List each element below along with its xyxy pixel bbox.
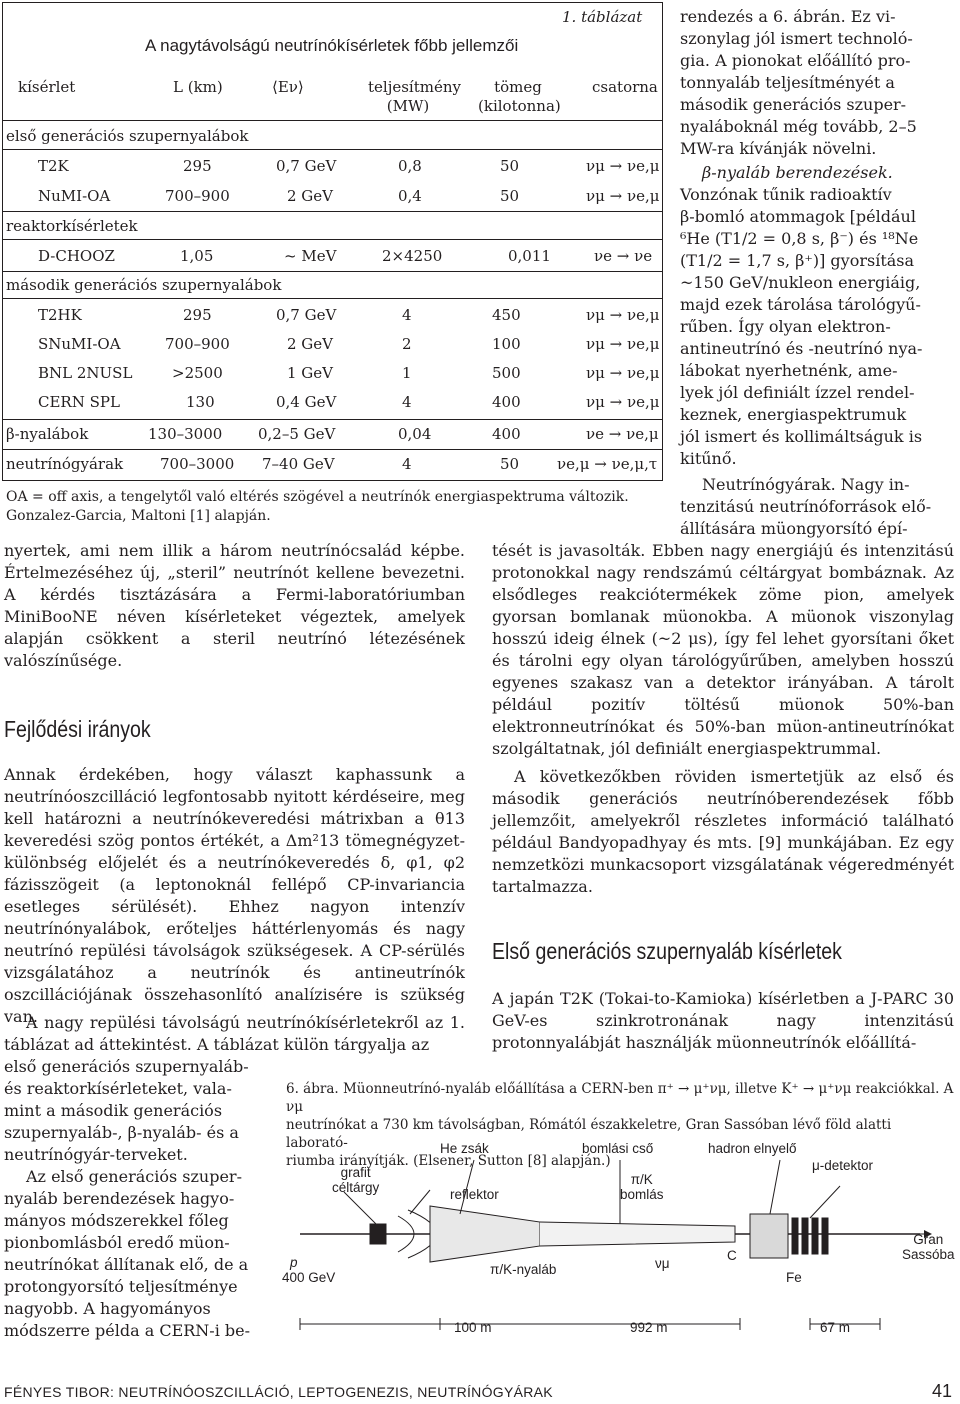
section-heading-first-gen: Első generációs szupernyaláb kísérletek xyxy=(492,938,842,964)
table-footnote: OA = off axis, a tengelytől való eltérés szögével a neutrínók energiaspektruma változik. Gonzalez-Garcia, Maltoni [1] alapján. xyxy=(6,489,629,524)
page-number: 41 xyxy=(931,1381,952,1401)
label-numu: νμ xyxy=(655,1256,670,1271)
section-rule xyxy=(3,298,663,299)
label-pik-beam: π/K-nyaláb xyxy=(490,1262,557,1277)
leader-reflector xyxy=(410,1190,430,1214)
section-rule xyxy=(3,449,663,450)
fe-block xyxy=(812,1218,818,1254)
section-rule xyxy=(3,419,663,420)
leader-graphite xyxy=(344,1192,376,1224)
right-para-3-cont: tését is javasolták. Ebben nagy energiájú és intenzitású protonokkal nagy rendszámú céltárgyat bombáznak. Az elsődleges reakciótermékek zöme pion, amelyek gyorsan bomlanak müonokba. A müonok viszonylag hosszú ideig élnek (~2 μs), így fel lehet gyorsítani őket és tárolni egy olyan tárológyűrűben, amelyben hosszú egyenes szakasz van a detektor irányában. A tárolt például pozitív töltésű müonok 50%-ban elektronneutrínókat és 50%-ban müon-antineutrínókat szolgáltatnak, jól definiált energiaspektrummal. xyxy=(492,541,954,758)
left-para-2: Annak érdekében, hogy választ kaphassunk a neutrínóoszcilláció legfontosabb nyitott kérdéseire, meg kell határozni a neutrínókeveredési mátrixban a θ13 keveredési szög pontos értékét, a Δm²13 tömegnégyzet-különbség előjelét és a neutrínókeveredés δ, φ1, φ2 fázisszögeit (a leptonoknál fellépő CP-invariancia esetleges sérülését). Ehhez nagyon intenzív neutrínónyalábok, erőteljes háttérlenyomás és nagy neutrínó repülési távolságok szükségesek. A CP-sérülés vizsgálatához a neutrínók és antineutrínók oszcillációjának összehasonlító analízisére is szükség van. xyxy=(4,765,465,1026)
label-mu-detector: μ-detektor xyxy=(812,1158,874,1173)
section-label: második generációs szupernyalábok xyxy=(6,276,282,294)
right-para-2: β-nyaláb berendezések. Vonzónak tűnik radioaktív β-bomló atommagok [például ⁶He (T1/2 = 0,8 s, β⁻) és ¹⁸Ne (T1/2 = 1,7 s, β⁺)] gyorsítása ~150 GeV/nukleon energiáig, majd ezek tárolása tárológyű- rűben. Így olyan elektron- antineutrínó és -neutrínó nya- lábokat nyerhetnénk, ame- lyek jól definiált ízzel rendel- keznek, energiaspektrumuk jól ismert és kollimáltságuk is kitűnő. xyxy=(680,163,923,468)
section-label: reaktorkísérletek xyxy=(6,217,138,235)
right-para-5: A japán T2K (Tokai-to-Kamioka) kísérletben a J-PARC 30 GeV-es szinkrotronának nagy intenzitású protonnyalábját használják müonneutrínók előállítá- xyxy=(492,989,954,1052)
right-para-3: Neutrínógyárak. Nagy in- tenzitású neutrínóforrások elő- állítására müongyorsító épí- xyxy=(680,475,932,538)
label-he-bag: He zsák xyxy=(440,1141,489,1156)
label-pik-decay: π/K bomlás xyxy=(620,1172,664,1202)
right-para-1: rendezés a 6. ábrán. Ez vi- szonylag jól ismert technoló- gia. A pionokat előállító pro- tonnyaláb teljesítményét a második generációs szuper- nyaláboknál még tovább, 2–5 MW-ra kívánják növelni. xyxy=(680,7,917,158)
section-rule xyxy=(3,239,663,240)
label-carbon: C xyxy=(727,1248,737,1263)
hadron-absorber xyxy=(750,1214,788,1258)
label-reflector: reflektor xyxy=(450,1187,499,1202)
section-rule xyxy=(3,211,663,212)
section-label: első generációs szupernyalábok xyxy=(6,127,249,145)
label-dist-992: 992 m xyxy=(630,1320,668,1335)
table-number: 1. táblázat xyxy=(562,8,643,26)
header-rule xyxy=(3,120,663,121)
left-para-1: nyertek, ami nem illik a három neutrínócsalád képbe. Értelmezéséhez új, „steril” neutrínót kellene bevezetni. A kérdés tisztázására a Fermi-laboratóriumban MiniBooNE néven kísérleteket végeztek, amelyek alapján csökkent a steril neutrínó létezésének valószínűsége. xyxy=(4,541,465,670)
col-header-experiment: kísérlet xyxy=(18,78,76,96)
col-header-distance: L (km) xyxy=(173,78,223,96)
fe-block xyxy=(802,1218,808,1254)
fe-block xyxy=(822,1218,828,1254)
col-header-mass: tömeg (kilotonna) xyxy=(478,78,561,115)
fe-block xyxy=(792,1218,798,1254)
label-graphite-target: grafit céltárgy xyxy=(332,1165,380,1195)
label-iron: Fe xyxy=(786,1270,802,1285)
label-dist-67: 67 m xyxy=(820,1320,851,1335)
col-header-channel: csatorna xyxy=(592,78,658,96)
col-header-power: teljesítmény (MW) xyxy=(368,78,461,115)
label-gran-sasso: Gran Sassóba xyxy=(902,1232,955,1262)
col-header-energy: ⟨Eν⟩ xyxy=(272,78,304,96)
label-hadron-absorber: hadron elnyelő xyxy=(708,1141,797,1156)
left-para-3-cont: első generációs szupernyaláb- és reaktorkísérleteket, vala- mint a második generációs szupernyaláb-, β-nyaláb- és a neutrínógyár-terveket. xyxy=(4,1057,249,1164)
label-decay-pipe: bomlási cső xyxy=(582,1141,654,1156)
section-rule xyxy=(3,271,663,272)
section-heading-development: Fejlődési irányok xyxy=(4,716,151,742)
left-para-4: Az első generációs szuper- nyaláb berendezések hagyo- mányos módszerekkel főleg pionbomlásból eredő müon- neutrínókat állítanak elő, de a protongyorsító teljesítménye nagyobb. A hagyományos módszerre példa a CERN-i be- xyxy=(4,1167,251,1340)
table-title: A nagytávolságú neutrínókísérletek főbb jellemzői xyxy=(145,36,519,55)
leader-mudet xyxy=(810,1186,840,1218)
leader-hadron xyxy=(770,1160,780,1214)
label-proton: p xyxy=(290,1255,298,1270)
decay-tunnel xyxy=(540,1222,735,1246)
label-proton-energy: 400 GeV xyxy=(282,1270,336,1285)
section-rule xyxy=(3,149,663,150)
running-footer: FÉNYES TIBOR: NEUTRÍNÓOSZCILLÁCIÓ, LEPTOGENEZIS, NEUTRÍNÓGYÁRAK xyxy=(4,1384,553,1400)
helium-bag xyxy=(430,1206,540,1262)
figure-caption: 6. ábra. Müonneutrínó-nyaláb előállítása a CERN-ben π⁺ → μ⁺νμ, illetve K⁺ → μ⁺νμ reakciókkal. A νμ neutrínókat a 730 km távolságban, Rómától északkeletre, Gran Sassóban lévő föld alatti laborató- riumba irányítják. (Elsener, Sutton [8] alapján.) xyxy=(286,1081,954,1169)
right-para-4: A következőkben röviden ismertetjük az első és második generációs neutrínóberendezések főbb jellemzőit, amelyekről részletes információ található például Bandyopadhyay és mts. [9] munkájában. Ez egy nemzetközi munkacsoport vizsgálatának végeredményét tartalmazza. xyxy=(492,767,954,896)
graphite-target xyxy=(370,1224,386,1244)
left-para-3: A nagy repülési távolságú neutrínókísérletekről az 1. táblázat ad áttekintést. A táblázat külön tárgyalja az xyxy=(4,1013,465,1054)
label-dist-100: 100 m xyxy=(454,1320,492,1335)
